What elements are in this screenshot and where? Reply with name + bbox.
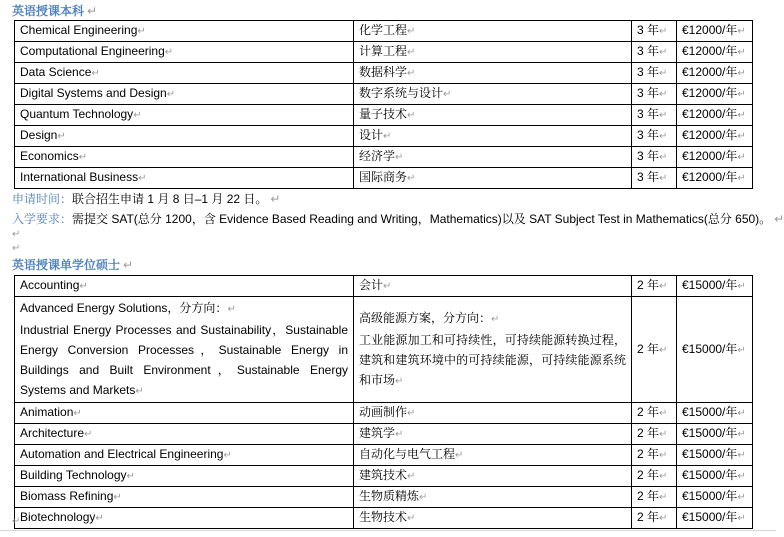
paragraph-mark-icon: ↵ <box>737 450 746 461</box>
duration-cell: 3 年↵ <box>632 42 677 63</box>
fee-cell: €15000/年↵ <box>677 445 753 466</box>
paragraph-mark-icon: ↵ <box>12 243 21 254</box>
paragraph-mark-icon: ↵ <box>137 26 146 37</box>
paragraph-mark-icon: ↵ <box>737 68 746 79</box>
paragraph-mark-icon: ↵ <box>138 173 147 184</box>
fee-cell: €12000/年↵ <box>677 105 753 126</box>
paragraph-mark-icon: ↵ <box>407 408 416 419</box>
paragraph-mark-icon: ↵ <box>164 47 174 58</box>
table-row <box>15 105 753 126</box>
program-zh-cell: 生物质精炼↵ <box>354 487 632 508</box>
paragraph-mark-icon: ↵ <box>737 110 746 121</box>
fee-cell: €15000/年↵ <box>677 297 753 403</box>
paragraph-mark-icon: ↵ <box>91 68 100 79</box>
paragraph-mark-icon: ↵ <box>270 192 281 206</box>
paragraph-mark-icon: ↵ <box>113 492 122 503</box>
paragraph-mark-icon: ↵ <box>123 258 134 272</box>
paragraph-mark-icon: ↵ <box>659 68 668 79</box>
program-zh-cell: 动画制作↵ <box>354 403 632 424</box>
table-row <box>15 21 753 42</box>
program-zh-cell: 生物技术↵ <box>354 508 632 529</box>
paragraph-mark-icon: ↵ <box>737 513 746 524</box>
paragraph-mark-icon: ↵ <box>395 152 404 163</box>
duration-cell: 3 年↵ <box>632 84 677 105</box>
duration-cell: 2 年↵ <box>632 487 677 508</box>
paragraph-mark-icon: ↵ <box>57 131 66 142</box>
duration-cell: 3 年↵ <box>632 105 677 126</box>
requirements-label: 入学要求： <box>12 212 73 226</box>
program-en-cell: International Business↵ <box>15 168 354 189</box>
paragraph-mark-icon: ↵ <box>407 47 416 58</box>
program-en-cell: Data Science↵ <box>15 63 354 84</box>
table-row <box>15 297 753 403</box>
section-title: 英语授课单学位硕士 <box>12 258 121 272</box>
paragraph-mark-icon: ↵ <box>659 429 668 440</box>
program-zh-cell: 会计↵ <box>354 276 632 297</box>
program-zh-cell: 自动化与电气工程↵ <box>354 445 632 466</box>
paragraph-mark-icon: ↵ <box>737 131 746 142</box>
table-row <box>15 126 753 147</box>
table-row <box>15 147 753 168</box>
fee-cell: €15000/年↵ <box>677 403 753 424</box>
fee-cell: €15000/年↵ <box>677 508 753 529</box>
paragraph-mark-icon: ↵ <box>737 429 746 440</box>
program-zh-cell: 数据科学↵ <box>354 63 632 84</box>
paragraph-mark-icon: ↵ <box>659 131 668 142</box>
duration-cell: 2 年↵ <box>632 276 677 297</box>
section-heading-master <box>12 258 133 272</box>
program-en-cell: Accounting↵ <box>15 276 354 297</box>
duration-cell: 3 年↵ <box>632 126 677 147</box>
master-program-table <box>14 275 753 529</box>
table-row <box>15 508 753 529</box>
duration-cell: 3 年↵ <box>632 147 677 168</box>
duration-cell: 2 年↵ <box>632 466 677 487</box>
paragraph-mark-icon: ↵ <box>73 408 82 419</box>
application-time <box>12 192 280 206</box>
program-en-cell: Chemical Engineering↵ <box>15 21 354 42</box>
paragraph-mark-icon: ↵ <box>737 408 746 419</box>
fee-cell: €12000/年↵ <box>677 63 753 84</box>
paragraph-mark-icon: ↵ <box>659 110 668 121</box>
fee-cell: €12000/年↵ <box>677 147 753 168</box>
program-zh-cell: 量子技术↵ <box>354 105 632 126</box>
paragraph-mark-icon: ↵ <box>774 212 784 226</box>
duration-cell: 2 年↵ <box>632 445 677 466</box>
fee-cell: €15000/年↵ <box>677 466 753 487</box>
duration-cell: 2 年↵ <box>632 297 677 403</box>
application-time-label: 申请时间： <box>12 192 73 206</box>
program-zh-cell: 建筑技术↵ <box>354 466 632 487</box>
table-row <box>15 84 753 105</box>
paragraph-mark-icon: ↵ <box>737 26 746 37</box>
paragraph-mark-icon: ↵ <box>659 47 668 58</box>
program-en-cell: Computational Engineering↵ <box>15 42 354 63</box>
fee-cell: €15000/年↵ <box>677 487 753 508</box>
paragraph-mark-icon: ↵ <box>87 4 98 18</box>
bachelor-program-table <box>14 20 753 189</box>
paragraph-mark-icon: ↵ <box>407 471 416 482</box>
duration-cell: 3 年↵ <box>632 63 677 84</box>
paragraph-mark-icon: ↵ <box>126 471 135 482</box>
paragraph-mark-icon: ↵ <box>78 152 88 163</box>
admission-requirements <box>12 212 784 226</box>
paragraph-mark-icon: ↵ <box>737 173 746 184</box>
table-row <box>15 168 753 189</box>
paragraph-mark-icon: ↵ <box>659 408 668 419</box>
duration-cell: 2 年↵ <box>632 424 677 445</box>
paragraph-mark-icon: ↵ <box>166 89 176 100</box>
program-zh-cell: 经济学↵ <box>354 147 632 168</box>
program-en-cell: Building Technology↵ <box>15 466 354 487</box>
program-en-cell: Economics↵ <box>15 147 354 168</box>
table-row <box>15 487 753 508</box>
paragraph-mark-icon: ↵ <box>659 513 668 524</box>
paragraph-mark-icon: ↵ <box>84 429 93 440</box>
paragraph-mark-icon: ↵ <box>407 173 416 184</box>
program-zh-cell: 高级能源方案，分方向：↵ 工业能源加工和可持续性，可持续能源转换过程，建筑和建筑环境中的可持续能源，可持续能源系统和市场↵ <box>354 297 632 403</box>
table-row <box>15 403 753 424</box>
section-heading-bachelor <box>12 4 97 18</box>
program-en-cell: Advanced Energy Solutions，分方向：↵ Industrial Energy Processes and Sustainability，Sustainable Energy Conversion Processes，Sustainable Energy in Buildings and Built Environment，Sustainable Energy Systems and Markets↵ <box>15 297 354 403</box>
program-en-cell: Automation and Electrical Engineering↵ <box>15 445 354 466</box>
fee-cell: €12000/年↵ <box>677 42 753 63</box>
paragraph-mark-icon: ↵ <box>659 152 668 163</box>
program-en-cell: Biomass Refining↵ <box>15 487 354 508</box>
paragraph-mark-icon: ↵ <box>419 492 428 503</box>
paragraph-mark-icon: ↵ <box>659 173 668 184</box>
fee-cell: €15000/年↵ <box>677 276 753 297</box>
fee-cell: €12000/年↵ <box>677 168 753 189</box>
program-en-cell: Animation↵ <box>15 403 354 424</box>
program-zh-cell: 化学工程↵ <box>354 21 632 42</box>
duration-cell: 3 年↵ <box>632 21 677 42</box>
paragraph-mark-icon: ↵ <box>659 26 668 37</box>
program-zh-cell: 国际商务↵ <box>354 168 632 189</box>
paragraph-mark-icon: ↵ <box>737 152 746 163</box>
paragraph-mark-icon: ↵ <box>737 47 746 58</box>
paragraph-mark-icon: ↵ <box>407 26 416 37</box>
page-divider <box>0 530 776 531</box>
section-title: 英语授课本科 <box>12 4 85 18</box>
application-time-text: 联合招生申请 1 月 8 日–1 月 22 日。 <box>72 192 268 206</box>
paragraph-mark-icon: ↵ <box>659 471 668 482</box>
program-en-cell: Biotechnology↵ <box>15 508 354 529</box>
program-en-cell: Digital Systems and Design↵ <box>15 84 354 105</box>
table-row <box>15 445 753 466</box>
table-row <box>15 466 753 487</box>
fee-cell: €12000/年↵ <box>677 84 753 105</box>
paragraph-mark-icon: ↵ <box>443 89 452 100</box>
paragraph-mark-icon: ↵ <box>659 450 668 461</box>
table-row <box>15 276 753 297</box>
paragraph-mark-icon: ↵ <box>455 450 464 461</box>
paragraph-mark-icon: ↵ <box>737 492 746 503</box>
table-row <box>15 42 753 63</box>
requirements-text: 需提交 SAT(总分 1200，含 Evidence Based Reading and Writing，Mathematics)以及 SAT Subject Test in Mathematics(总分 650)。 <box>72 212 772 226</box>
table-row <box>15 63 753 84</box>
fee-cell: €12000/年↵ <box>677 126 753 147</box>
paragraph-mark-icon: ↵ <box>659 492 668 503</box>
paragraph-mark-icon: ↵ <box>223 450 232 461</box>
program-en-cell: Quantum Technology↵ <box>15 105 354 126</box>
program-zh-cell: 计算工程↵ <box>354 42 632 63</box>
duration-cell: 2 年↵ <box>632 508 677 529</box>
duration-cell: 3 年↵ <box>632 168 677 189</box>
program-zh-cell: 数字系统与设计↵ <box>354 84 632 105</box>
paragraph-mark-icon: ↵ <box>407 110 416 121</box>
paragraph-mark-icon: ↵ <box>383 131 392 142</box>
paragraph-mark-icon: ↵ <box>407 68 416 79</box>
paragraph-mark-icon: ↵ <box>737 471 746 482</box>
paragraph-mark-icon: ↵ <box>407 513 416 524</box>
fee-cell: €12000/年↵ <box>677 21 753 42</box>
program-en-cell: Design↵ <box>15 126 354 147</box>
program-zh-cell: 设计↵ <box>354 126 632 147</box>
paragraph-mark-icon: ↵ <box>95 513 104 524</box>
paragraph-mark-icon: ↵ <box>133 110 142 121</box>
duration-cell: 2 年↵ <box>632 403 677 424</box>
paragraph-mark-icon: ↵ <box>659 89 668 100</box>
program-zh-cell: 建筑学↵ <box>354 424 632 445</box>
paragraph-mark-icon: ↵ <box>12 516 21 527</box>
paragraph-mark-icon: ↵ <box>395 429 404 440</box>
paragraph-mark-icon: ↵ <box>737 89 746 100</box>
program-en-cell: Architecture↵ <box>15 424 354 445</box>
table-row <box>15 424 753 445</box>
paragraph-mark-icon: ↵ <box>12 229 21 240</box>
fee-cell: €15000/年↵ <box>677 424 753 445</box>
